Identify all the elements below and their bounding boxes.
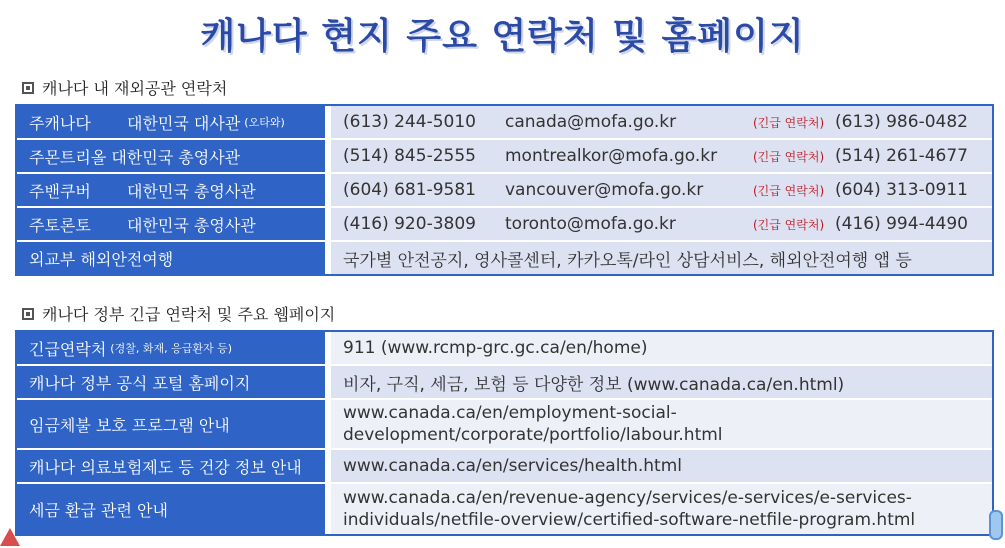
row-label-text: 긴급연락처 bbox=[29, 339, 107, 359]
row-value bbox=[331, 208, 992, 240]
row-value bbox=[331, 140, 992, 172]
row-label: 세금 환급 관련 안내 bbox=[17, 484, 325, 534]
row-value bbox=[331, 174, 992, 206]
mission-type: 대한민국 총영사관 bbox=[127, 181, 256, 201]
mission-city: 주토론토 bbox=[29, 215, 91, 235]
row-label: 캐나다 정부 공식 포털 홈페이지 bbox=[17, 366, 325, 398]
table-row bbox=[17, 106, 992, 140]
row-value bbox=[331, 106, 992, 138]
emergency-label: (긴급 연락처) bbox=[753, 217, 825, 232]
square-bullet-icon bbox=[22, 82, 34, 94]
decorative-shape bbox=[0, 528, 20, 546]
emergency-number: (514) 261-4677 bbox=[835, 146, 968, 166]
row-label: 임금체불 보호 프로그램 안내 bbox=[17, 400, 325, 448]
row-label: 캐나다 의료보험제도 등 건강 정보 안내 bbox=[17, 450, 325, 482]
mission-type: 대한민국 총영사관 bbox=[127, 215, 256, 235]
table-row bbox=[17, 366, 992, 400]
emergency-number: (604) 313-0911 bbox=[835, 180, 968, 200]
email-link[interactable]: vancouver@mofa.go.kr bbox=[505, 180, 704, 200]
mission-type: 대한민국 대사관 bbox=[127, 113, 241, 133]
mission-city: 주몬트리올 bbox=[29, 147, 107, 167]
phone-number: (613) 244-5010 bbox=[343, 112, 476, 132]
row-value[interactable]: www.canada.ca/en/services/health.html bbox=[331, 450, 992, 482]
phone-number: (604) 681-9581 bbox=[343, 180, 476, 200]
table-row bbox=[17, 450, 992, 484]
emergency-label: (긴급 연락처) bbox=[753, 149, 825, 164]
row-value[interactable]: www.canada.ca/en/employment-social-development/corporate/portfolio/labour.html bbox=[331, 400, 992, 448]
embassy-table bbox=[15, 104, 994, 276]
square-bullet-icon bbox=[22, 308, 34, 320]
table-row bbox=[17, 400, 992, 450]
email-link[interactable]: canada@mofa.go.kr bbox=[505, 112, 677, 132]
row-label bbox=[17, 208, 325, 240]
row-label bbox=[17, 140, 325, 172]
government-table bbox=[15, 330, 994, 536]
table-row bbox=[17, 208, 992, 242]
row-label bbox=[17, 174, 325, 206]
row-value[interactable]: www.canada.ca/en/revenue-agency/services/e-services/e-services-individuals/netfile-overview/certified-software-netfile-program.html bbox=[331, 484, 992, 534]
row-value[interactable]: 비자, 구직, 세금, 보험 등 다양한 정보 (www.canada.ca/en.html) bbox=[331, 366, 992, 398]
row-label-note: (경찰, 화재, 응급환자 등) bbox=[110, 342, 232, 355]
table-row bbox=[17, 332, 992, 366]
table-row bbox=[17, 242, 992, 274]
emergency-number: (416) 994-4490 bbox=[835, 214, 968, 234]
mission-city: 주캐나다 bbox=[29, 113, 91, 133]
decorative-icon bbox=[989, 510, 1003, 540]
email-link[interactable]: montrealkor@mofa.go.kr bbox=[505, 146, 718, 166]
emergency-label: (긴급 연락처) bbox=[753, 183, 825, 198]
row-label bbox=[17, 106, 325, 138]
row-value: 국가별 안전공지, 영사콜센터, 카카오톡/라인 상담서비스, 해외안전여행 앱 등 bbox=[331, 242, 992, 274]
table-row bbox=[17, 174, 992, 208]
phone-number: (416) 920-3809 bbox=[343, 214, 476, 234]
page-title: 캐나다 현지 주요 연락처 및 홈페이지 bbox=[200, 16, 805, 57]
row-label bbox=[17, 332, 325, 364]
email-link[interactable]: toronto@mofa.go.kr bbox=[505, 214, 676, 234]
emergency-label: (긴급 연락처) bbox=[753, 115, 825, 130]
mission-city: 주밴쿠버 bbox=[29, 181, 91, 201]
section-header-government bbox=[22, 302, 335, 325]
phone-number: (514) 845-2555 bbox=[343, 146, 476, 166]
row-label: 외교부 해외안전여행 bbox=[17, 242, 325, 274]
section-title: 캐나다 내 재외공관 연락처 bbox=[42, 79, 228, 98]
table-row bbox=[17, 484, 992, 534]
mission-note: (오타와) bbox=[244, 116, 285, 129]
table-row bbox=[17, 140, 992, 174]
emergency-number: (613) 986-0482 bbox=[835, 112, 968, 132]
section-header-embassy bbox=[22, 76, 227, 99]
section-title: 캐나다 정부 긴급 연락처 및 주요 웹페이지 bbox=[42, 305, 336, 324]
row-value[interactable]: 911 (www.rcmp-grc.gc.ca/en/home) bbox=[331, 332, 992, 364]
mission-type: 대한민국 총영사관 bbox=[111, 147, 241, 167]
